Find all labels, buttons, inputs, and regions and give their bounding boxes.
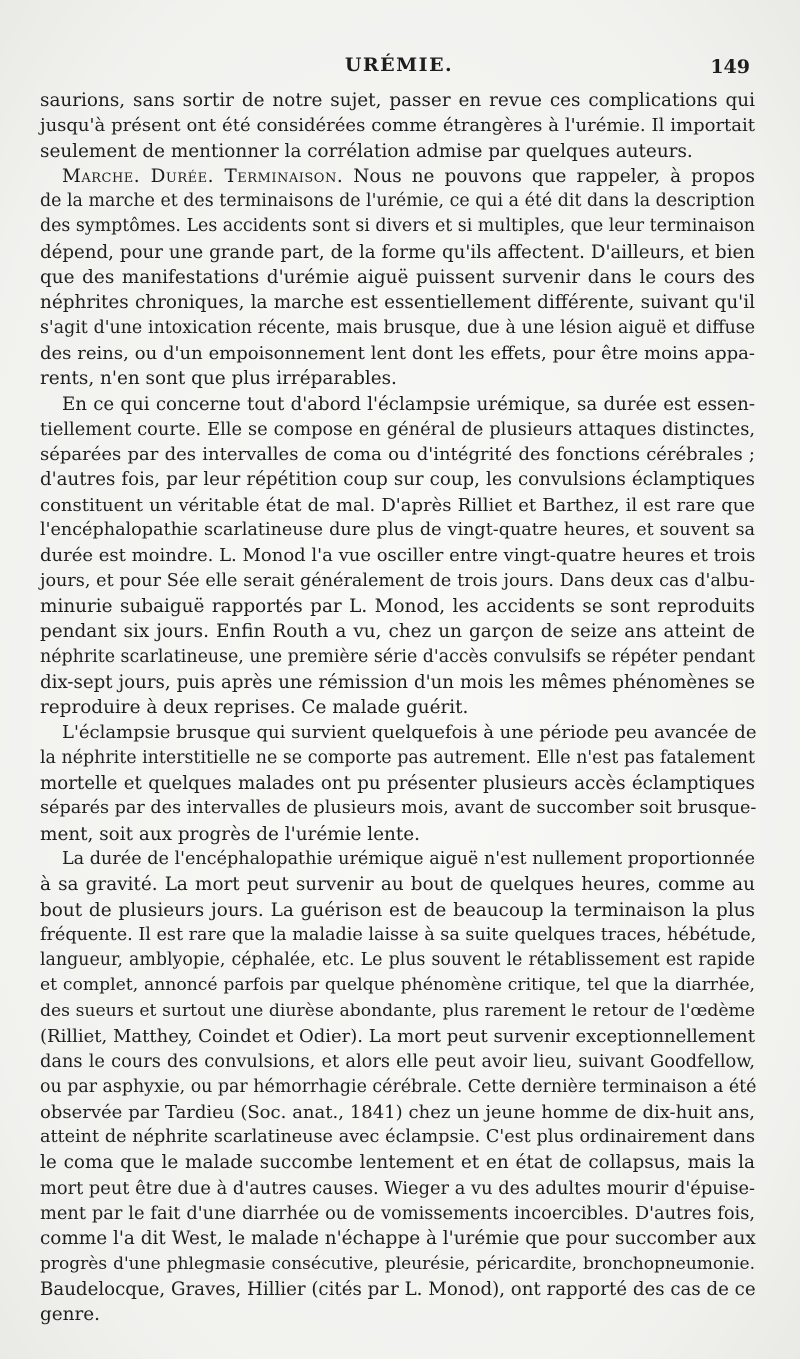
text-line: La durée de l'encéphalopathie urémique aiguë n'est nullement proportionnée (62, 848, 755, 869)
text-line: le coma que le malade succombe lentement et en état de collapsus, mais la (40, 1152, 755, 1174)
text-line: jours, et pour Sée elle serait généralement de trois jours. Dans deux cas d'albu- (40, 570, 755, 591)
text-line: comme l'a dit West, le malade n'échappe à l'urémie que pour succomber aux (40, 1228, 756, 1250)
text-line: des reins, ou d'un empoisonnement lent dont les effets, pour être moins appa- (40, 342, 755, 364)
section-heading: Marche. Durée. Terminaison. (62, 165, 344, 187)
text-line: genre. (40, 1304, 101, 1326)
text-line: des symptômes. Les accidents sont si divers et si multiples, que leur terminaison (40, 216, 755, 237)
text-line: et complet, annoncé parfois par quelque phénomène critique, tel que la diarrhée, (40, 975, 755, 996)
text-line: progrès d'une phlegmasie consécutive, pleurésie, péricardite, bronchopneumonie. (40, 1253, 755, 1274)
text-line: langueur, amblyopie, céphalée, etc. Le plus souvent le rétablissement est rapide (40, 950, 755, 971)
text-line: seulement de mentionner la corrélation admise par quelques auteurs. (40, 140, 693, 162)
text-line: rents, n'en sont que plus irréparables. (40, 368, 397, 390)
text-line: dix-sept jours, puis après une rémission d'un mois les mêmes phénomènes se (40, 671, 755, 693)
text-line: séparées par des intervalles de coma ou d'intégrité des fonctions cérébrales ; (40, 444, 755, 466)
text-line (40, 164, 755, 189)
text-line: minurie subaiguë rapportés par L. Monod, les accidents se sont reproduits (40, 595, 755, 617)
text-line: pendant six jours. Enfin Routh a vu, chez un garçon de seize ans atteint de (40, 621, 755, 643)
text-line: dans le cours des convulsions, et alors elle peut avoir lieu, suivant Goodfellow, (40, 1051, 755, 1073)
text-line: ment par le fait d'une diarrhée ou de vomissements incoercibles. D'autres fois, (40, 1203, 755, 1225)
text-line: néphrites chroniques, la marche est essentiellement différente, suivant qu'il (40, 292, 755, 314)
paragraph (40, 720, 755, 846)
text-line: Baudelocque, Graves, Hillier (cités par L. Monod), ont rapporté des cas de ce (40, 1278, 756, 1300)
text-run: Nous ne pouvons que rappeler, à propos (343, 165, 755, 187)
text-line: s'agit d'une intoxication récente, mais brusque, due à une lésion aiguë et diffuse (40, 317, 755, 338)
paragraph (40, 392, 755, 721)
text-line: dépend, pour une grande part, de la forme qu'ils affectent. D'ailleurs, et bien (40, 241, 755, 263)
paragraph (40, 88, 755, 164)
paragraph (40, 847, 755, 1328)
text-line: séparés par des intervalles de plusieurs mois, avant de succomber soit brusque- (40, 798, 757, 819)
text-line: durée est moindre. L. Monod l'a vue osciller entre vingt-quatre heures et trois (40, 545, 756, 567)
page-header (40, 54, 758, 84)
text-line: reproduire à deux reprises. Ce malade guérit. (40, 697, 469, 719)
text-line: des sueurs et surtout une diurèse abondante, plus rarement le retour de l'œdème (40, 1000, 755, 1021)
text-line: tiellement courte. Elle se compose en général de plusieurs attaques distinctes, (40, 418, 755, 440)
text-line: (Rilliet, Matthey, Coindet et Odier). La mort peut survenir exceptionnellement (40, 1025, 755, 1047)
text-line: ment, soit aux progrès de l'urémie lente. (40, 823, 421, 845)
text-line: ou par asphyxie, ou par hémorrhagie cérébrale. Cette dernière terminaison a été (40, 1076, 757, 1097)
paragraph (40, 164, 755, 392)
text-line: d'autres fois, par leur répétition coup sur coup, les convulsions éclamptiques (40, 469, 755, 491)
text-line: saurions, sans sortir de notre sujet, passer en revue ces complications qui (40, 90, 755, 111)
text-line: mortelle et quelques malades ont pu présenter plusieurs accès éclamptiques (40, 773, 755, 795)
body-text (40, 88, 755, 1328)
text-line: atteint de néphrite scarlatineuse avec éclampsie. C'est plus ordinairement dans (40, 1127, 755, 1148)
text-line: observée par Tardieu (Soc. anat., 1841) chez un jeune homme de dix-huit ans, (40, 1101, 755, 1123)
text-line: que des manifestations d'urémie aiguë puissent survenir dans le cours des (40, 267, 755, 289)
text-line: néphrite scarlatineuse, une première série d'accès convulsifs se répéter pendant (40, 646, 755, 667)
running-title: URÉMIE. (344, 54, 454, 76)
text-line: fréquente. Il est rare que la maladie laisse à sa suite quelques traces, hébétude, (40, 924, 757, 945)
text-line: jusqu'à présent ont été considérées comme étrangères à l'urémie. Il importait (40, 115, 755, 137)
text-line: L'éclampsie brusque qui survient quelquefois à une période peu avancée de (62, 722, 757, 744)
page-number: 149 (710, 56, 750, 78)
text-line: mort peut être due à d'autres causes. Wieger a vu des adultes mourir d'épuise- (40, 1177, 755, 1199)
text-line: constituent un véritable état de mal. D'après Rilliet et Barthez, il est rare que (40, 494, 755, 516)
text-line: l'encéphalopathie scarlatineuse dure plus de vingt-quatre heures, et souvent sa (40, 520, 755, 541)
text-line: En ce qui concerne tout d'abord l'éclampsie urémique, sa durée est essen- (62, 393, 755, 415)
text-line: à sa gravité. La mort peut survenir au bout de quelques heures, comme au (40, 874, 755, 896)
text-line: bout de plusieurs jours. La guérison est de beaucoup la terminaison la plus (40, 899, 755, 921)
text-line: de la marche et des terminaisons de l'urémie, ce qui a été dit dans la description (40, 191, 755, 212)
text-line: la néphrite interstitielle ne se comporte pas autrement. Elle n'est pas fatalement (40, 747, 755, 768)
